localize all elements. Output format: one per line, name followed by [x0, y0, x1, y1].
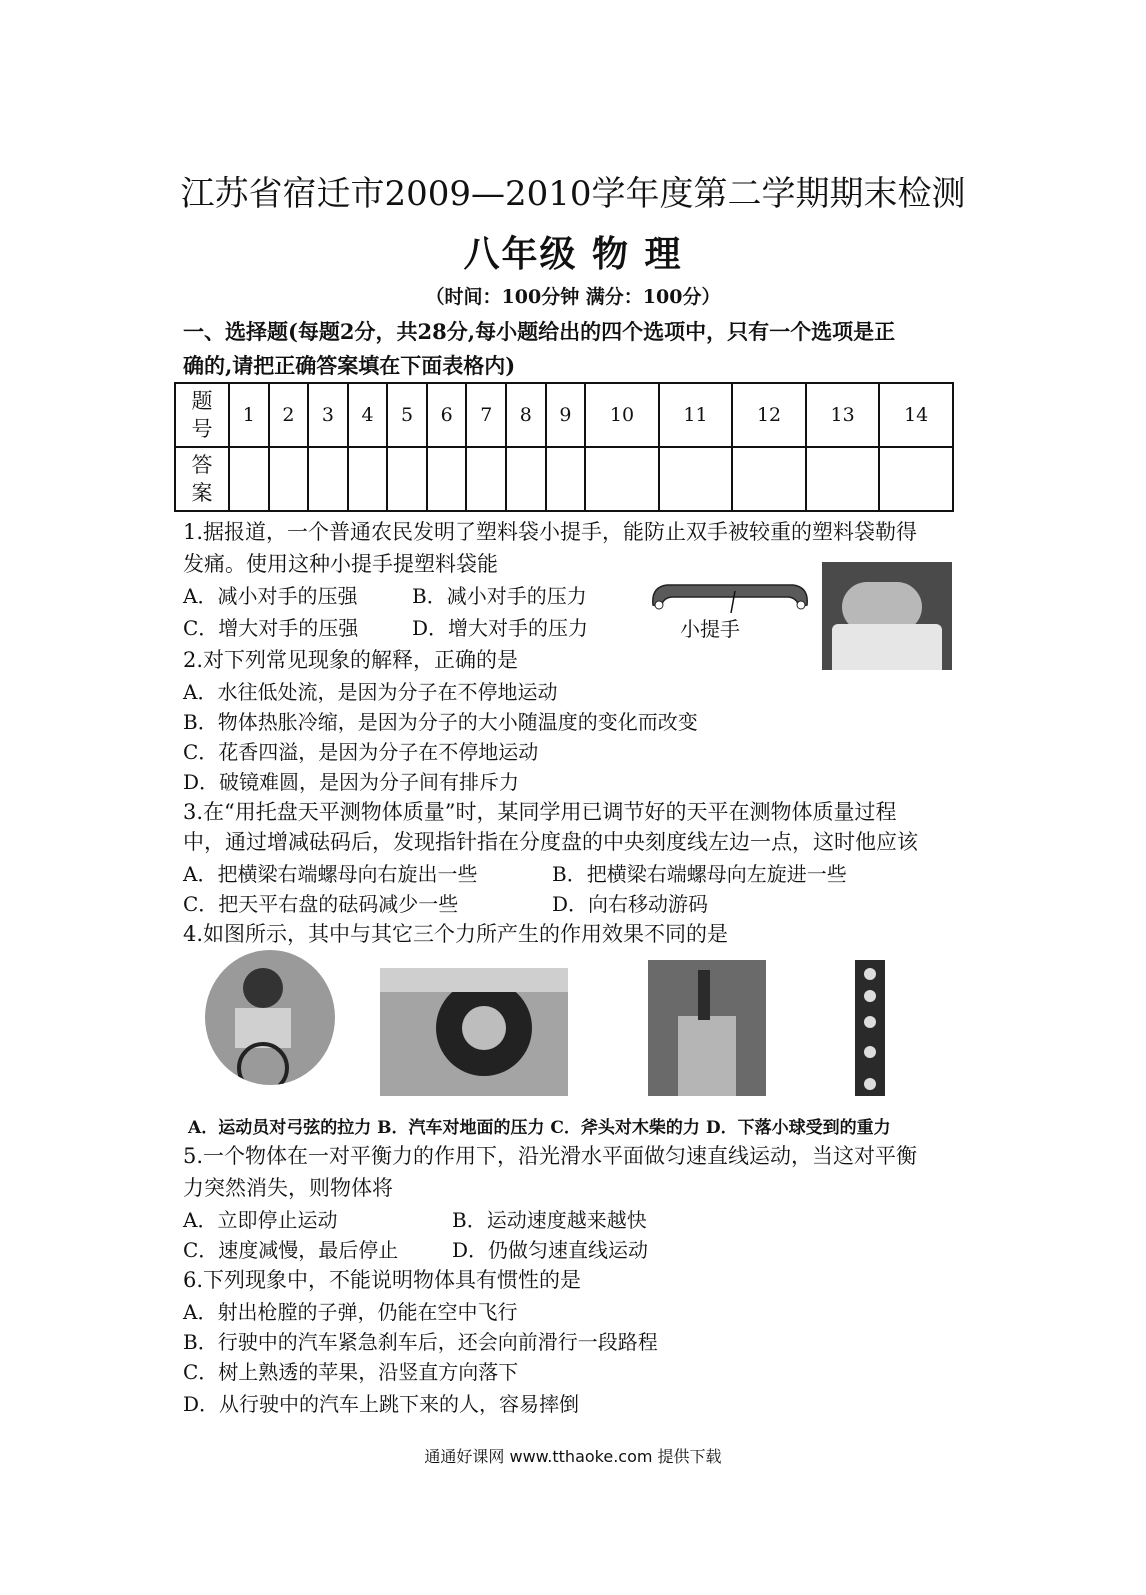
q3-option-b: B．把横梁右端螺母向左旋进一些 — [552, 862, 847, 886]
header-char: 号 — [191, 417, 213, 441]
q3-stem: 3.在“用托盘天平测物体质量”时，某同学用已调节好的天平在测物体质量过程 — [183, 800, 897, 824]
exam-title: 江苏省宿迁市2009—2010学年度第二学期期末检测 — [180, 174, 966, 214]
section-1-heading: 一、选择题(每题2分，共28分,每小题给出的四个选项中，只有一个选项是正 — [183, 319, 896, 344]
q2-option-b: B．物体热胀冷缩，是因为分子的大小随温度的变化而改变 — [183, 710, 698, 734]
answer-cell[interactable] — [806, 447, 880, 511]
q5-option-b: B．运动速度越来越快 — [452, 1208, 647, 1232]
q2-stem: 2.对下列常见现象的解释，正确的是 — [183, 648, 519, 672]
header-char: 题 — [191, 389, 213, 413]
answer-cell[interactable] — [229, 447, 269, 511]
q1-option-d: D．增大对手的压力 — [412, 616, 589, 640]
q6-option-d: D．从行驶中的汽车上跳下来的人，容易摔倒 — [183, 1392, 580, 1416]
question-number-cell: 11 — [659, 383, 733, 447]
question-number-cell: 6 — [427, 383, 467, 447]
q3-option-a: A．把横梁右端螺母向右旋出一些 — [183, 862, 478, 886]
answer-cell[interactable] — [466, 447, 506, 511]
answer-cell[interactable] — [585, 447, 659, 511]
q6-option-a: A．射出枪膛的子弹，仍能在空中飞行 — [183, 1300, 518, 1324]
q3-option-d: D．向右移动游码 — [552, 892, 709, 916]
q6-option-c: C．树上熟透的苹果，沿竖直方向落下 — [183, 1360, 519, 1384]
axe-wood-photo — [648, 960, 766, 1096]
answer-cell[interactable] — [546, 447, 586, 511]
q6-option-b: B．行驶中的汽车紧急刹车后，还会向前滑行一段路程 — [183, 1330, 658, 1354]
hand-holding-bag-photo — [822, 562, 952, 670]
question-number-cell: 9 — [546, 383, 586, 447]
answer-cell[interactable] — [659, 447, 733, 511]
footer-source: 通通好课网 www.tthaoke.com 提供下载 — [424, 1447, 722, 1466]
answer-table-header-answer — [175, 447, 229, 511]
question-number-cell: 13 — [806, 383, 880, 447]
q5-stem-cont: 力突然消失，则物体将 — [183, 1176, 393, 1200]
answer-table — [174, 382, 954, 512]
question-number-cell: 7 — [466, 383, 506, 447]
answer-cell[interactable] — [427, 447, 467, 511]
q2-option-d: D．破镜难圆，是因为分子间有排斥力 — [183, 770, 520, 794]
section-1-heading-cont: 确的,请把正确答案填在下面表格内) — [183, 353, 516, 378]
exam-meta: （时间：100分钟 满分：100分） — [425, 286, 721, 308]
q1-stem-cont: 发痛。使用这种小提手提塑料袋能 — [183, 552, 498, 576]
q3-option-c: C．把天平右盘的砝码减少一些 — [183, 892, 459, 916]
question-number-cell: 5 — [387, 383, 427, 447]
q2-option-a: A．水往低处流，是因为分子在不停地运动 — [183, 680, 558, 704]
exam-subtitle: 八年级 物 理 — [463, 233, 683, 275]
answer-table-header-number — [175, 383, 229, 447]
question-number-cell: 8 — [506, 383, 546, 447]
q1-stem: 1.据报道，一个普通农民发明了塑料袋小提手，能防止双手被较重的塑料袋勒得 — [183, 520, 918, 544]
answer-table-answer-row — [175, 447, 953, 511]
q5-option-a: A．立即停止运动 — [183, 1208, 338, 1232]
q1-option-a: A．减小对手的压强 — [183, 584, 358, 608]
answer-cell[interactable] — [879, 447, 953, 511]
answer-table-number-row — [175, 383, 953, 447]
question-number-cell: 2 — [269, 383, 309, 447]
q5-option-c: C．速度减慢，最后停止 — [183, 1238, 399, 1262]
q5-option-d: D．仍做匀速直线运动 — [452, 1238, 649, 1262]
archer-photo — [205, 950, 335, 1085]
answer-cell[interactable] — [348, 447, 388, 511]
question-number-cell: 4 — [348, 383, 388, 447]
question-number-cell: 1 — [229, 383, 269, 447]
answer-cell[interactable] — [387, 447, 427, 511]
question-number-cell: 3 — [308, 383, 348, 447]
q1-option-b: B．减小对手的压力 — [412, 584, 587, 608]
car-tire-photo — [380, 968, 568, 1096]
plastic-bag-handle-figure — [645, 575, 815, 615]
question-number-cell: 14 — [879, 383, 953, 447]
falling-ball-photo — [855, 960, 885, 1096]
header-char: 答 — [191, 453, 213, 477]
q3-stem-cont: 中，通过增减砝码后，发现指针指在分度盘的中央刻度线左边一点，这时他应该 — [183, 830, 918, 854]
question-number-cell: 10 — [585, 383, 659, 447]
q4-stem: 4.如图所示，其中与其它三个力所产生的作用效果不同的是 — [183, 922, 729, 946]
q5-stem: 5.一个物体在一对平衡力的作用下，沿光滑水平面做匀速直线运动，当这对平衡 — [183, 1144, 918, 1168]
header-char: 案 — [191, 481, 213, 505]
question-number-cell: 12 — [732, 383, 806, 447]
q2-option-c: C．花香四溢，是因为分子在不停地运动 — [183, 740, 539, 764]
handle-label: 小提手 — [680, 617, 740, 641]
answer-cell[interactable] — [308, 447, 348, 511]
q4-caption: A．运动员对弓弦的拉力 B．汽车对地面的压力 C．斧头对木柴的力 D．下落小球受到的重力 — [188, 1118, 891, 1138]
answer-cell[interactable] — [732, 447, 806, 511]
answer-cell[interactable] — [506, 447, 546, 511]
q1-option-c: C．增大对手的压强 — [183, 616, 359, 640]
answer-cell[interactable] — [269, 447, 309, 511]
q6-stem: 6.下列现象中，不能说明物体具有惯性的是 — [183, 1268, 582, 1292]
